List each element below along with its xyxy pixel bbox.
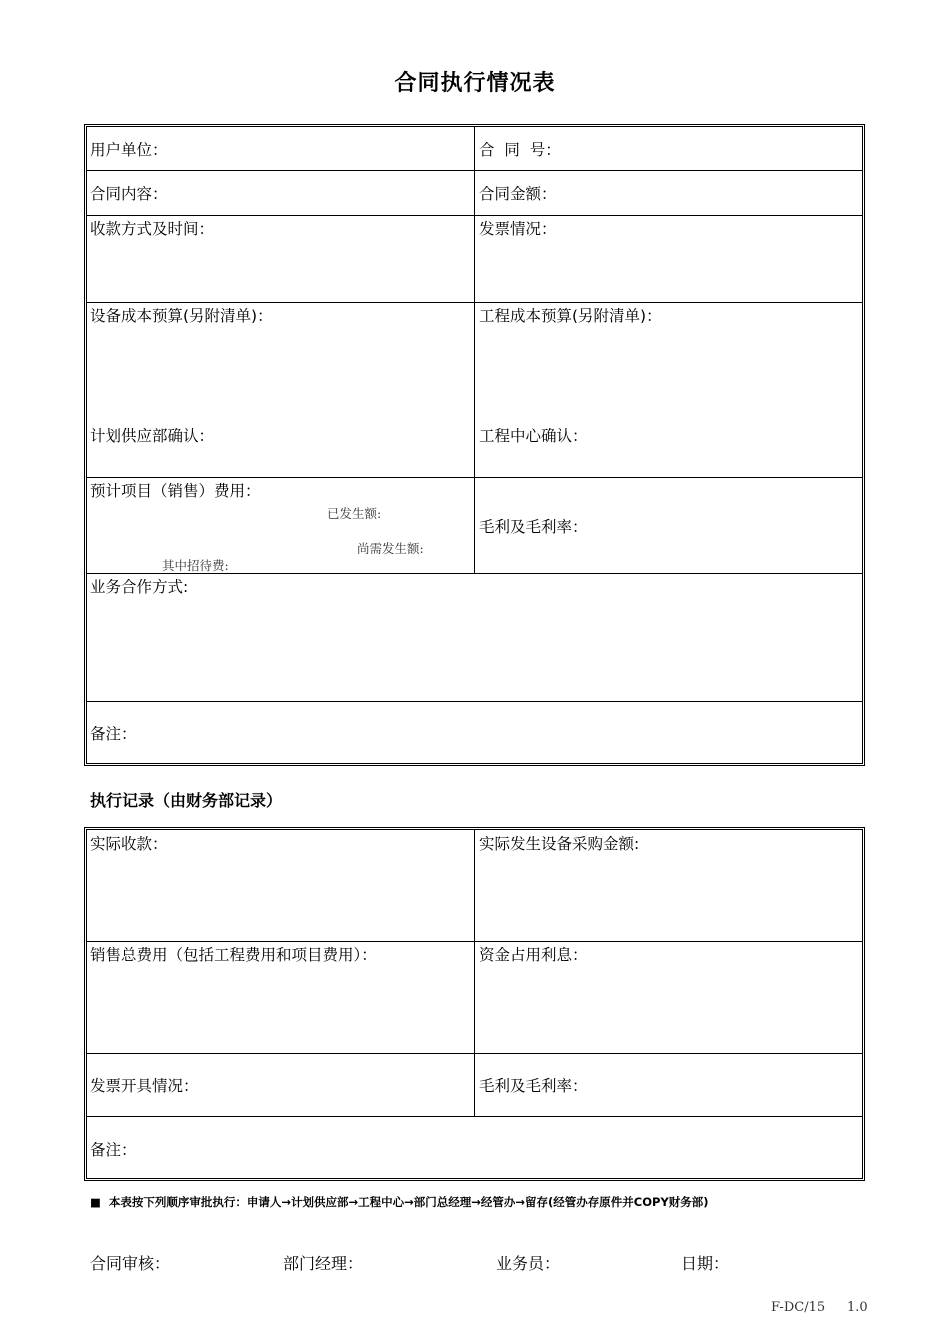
contract-form-table bbox=[84, 124, 865, 766]
incurred-amount-label: 已发生额: bbox=[327, 506, 382, 521]
form-code: F-DC/15 bbox=[771, 1300, 826, 1315]
contract-content-field[interactable]: 合同内容： bbox=[90, 185, 168, 203]
user-unit-field[interactable]: 用户单位： bbox=[90, 141, 168, 159]
pending-amount-label: 尚需发生额: bbox=[357, 541, 424, 556]
contract-no-field[interactable]: 合 同 号： bbox=[479, 141, 561, 159]
payment-method-field[interactable]: 收款方式及时间： bbox=[90, 220, 215, 238]
form-version: 1.0 bbox=[847, 1300, 868, 1315]
approval-order-note: ■ 本表按下列顺序审批执行：申请人→计划供应部→工程中心→部门总经理→经管办→留存(经管办存原件并COPY财务部) bbox=[90, 1195, 709, 1209]
cooperation-mode-field[interactable]: 业务合作方式: bbox=[90, 578, 189, 596]
gross-profit-field[interactable]: 毛利及毛利率： bbox=[479, 518, 588, 536]
equipment-budget-field[interactable]: 设备成本预算(另附清单)： bbox=[90, 307, 273, 325]
gross-profit-actual-field[interactable]: 毛利及毛利率： bbox=[479, 1077, 588, 1095]
actual-receipts-field[interactable]: 实际收款： bbox=[90, 835, 168, 853]
column-divider bbox=[474, 127, 475, 573]
invoice-status-field[interactable]: 发票情况： bbox=[479, 220, 557, 238]
actual-equipment-field[interactable]: 实际发生设备采购金额: bbox=[479, 835, 640, 853]
remarks-field[interactable]: 备注： bbox=[90, 725, 137, 743]
expected-cost-field[interactable]: 预计项目（销售）费用： bbox=[90, 482, 261, 500]
row-divider bbox=[87, 1116, 862, 1117]
engineering-budget-field[interactable]: 工程成本预算(另附清单)： bbox=[479, 307, 662, 325]
date-field[interactable]: 日期： bbox=[681, 1254, 730, 1273]
engineering-confirm-label: 工程中心确认： bbox=[479, 427, 588, 445]
contract-review-signature[interactable]: 合同审核： bbox=[90, 1254, 171, 1273]
dept-manager-signature[interactable]: 部门经理： bbox=[283, 1254, 364, 1273]
invoice-issuing-field[interactable]: 发票开具情况： bbox=[90, 1077, 199, 1095]
column-divider bbox=[474, 830, 475, 1116]
entertainment-cost-label: 其中招待费: bbox=[162, 558, 229, 573]
execution-record-table bbox=[84, 827, 865, 1181]
execution-record-heading: 执行记录（由财务部记录） bbox=[90, 791, 283, 810]
form-title: 合同执行情况表 bbox=[394, 71, 556, 96]
salesperson-signature[interactable]: 业务员： bbox=[496, 1254, 561, 1273]
total-sales-cost-field[interactable]: 销售总费用（包括工程费用和项目费用）： bbox=[90, 946, 377, 964]
supply-confirm-label: 计划供应部确认： bbox=[90, 427, 215, 445]
capital-interest-field[interactable]: 资金占用利息： bbox=[479, 946, 588, 964]
execution-remarks-field[interactable]: 备注： bbox=[90, 1141, 137, 1159]
contract-amount-field[interactable]: 合同金额： bbox=[479, 185, 557, 203]
row-divider bbox=[87, 701, 862, 702]
